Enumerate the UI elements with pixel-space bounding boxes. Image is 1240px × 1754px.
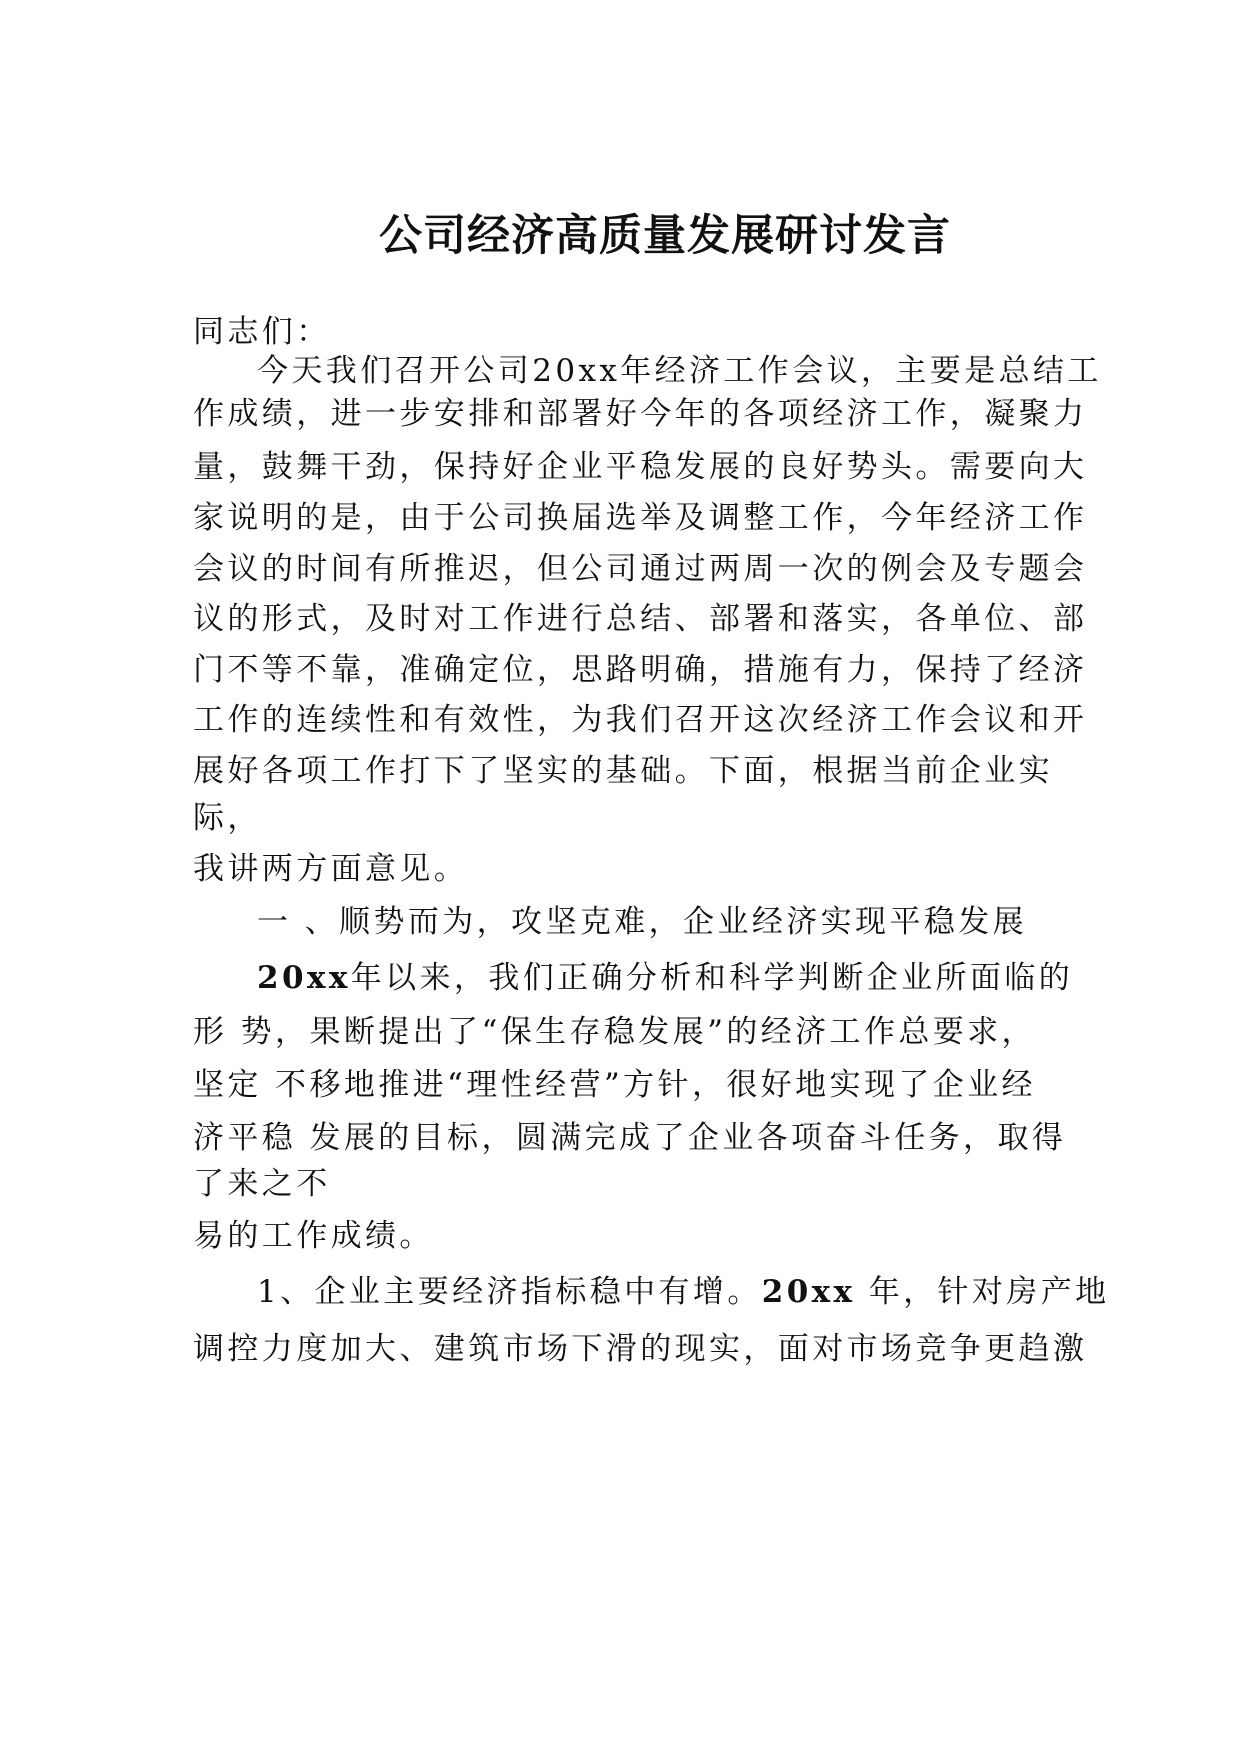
paragraph2-first-line [257, 956, 1073, 1000]
paragraph1-line: 际， [193, 800, 262, 836]
paragraph1-line: 量，鼓舞干劲，保持好企业平稳发展的良好势头。需要向大 [193, 449, 1088, 485]
paragraph2-line: 济平稳 发展的目标，圆满完成了企业各项奋斗任务，取得 [193, 1120, 1067, 1156]
paragraph1-line: 议的形式，及时对工作进行总结、部署和落实，各单位、部 [193, 601, 1088, 637]
paragraph1-line: 我讲两方面意见。 [193, 851, 469, 887]
paragraph2-line: 形 势，果断提出了“保生存稳发展”的经济工作总要求， [193, 1014, 1036, 1050]
paragraph3-first-line [257, 1270, 1110, 1314]
paragraph1-line: 今天我们召开公司20xx年经济工作会议，主要是总结工 [257, 353, 1102, 389]
salutation: 同志们： [193, 314, 331, 350]
paragraph1-line: 展好各项工作打下了坚实的基础。下面，根据当前企业实 [193, 753, 1053, 789]
paragraph2-line: 易的工作成绩。 [193, 1218, 434, 1254]
document-title: 公司经济高质量发展研讨发言 [379, 211, 951, 261]
paragraph1-line: 门不等不靠，准确定位，思路明确，措施有力，保持了经济 [193, 652, 1088, 688]
paragraph1-line: 家说明的是，由于公司换届选举及调整工作，今年经济工作 [193, 500, 1088, 536]
paragraph2-bold-year: 20xx [257, 960, 351, 996]
paragraph2-first-line-text: 年以来，我们正确分析和科学判断企业所面临的 [350, 960, 1074, 996]
paragraph1-line: 工作的连续性和有效性，为我们召开这次经济工作会议和开 [193, 702, 1088, 738]
paragraph3-line: 调控力度加大、建筑市场下滑的现实，面对市场竞争更趋激 [193, 1331, 1088, 1367]
paragraph3-bold-year: 20xx [761, 1274, 856, 1310]
section-heading-1: 一 、顺势而为，攻坚克难，企业经济实现平稳发展 [257, 904, 1028, 940]
paragraph1-line: 作成绩，进一步安排和部署好今年的各项经济工作，凝聚力 [193, 396, 1088, 432]
paragraph3-lead: 1、企业主要经济指标稳中有增。 [257, 1274, 762, 1310]
paragraph2-line: 了来之不 [193, 1166, 331, 1202]
paragraph2-line: 坚定 不移地推进“理性经营”方针，很好地实现了企业经 [193, 1067, 1036, 1103]
paragraph1-line: 会议的时间有所推迟，但公司通过两周一次的例会及专题会 [193, 551, 1088, 587]
paragraph3-first-line-text: 年，针对房产地 [855, 1274, 1110, 1310]
